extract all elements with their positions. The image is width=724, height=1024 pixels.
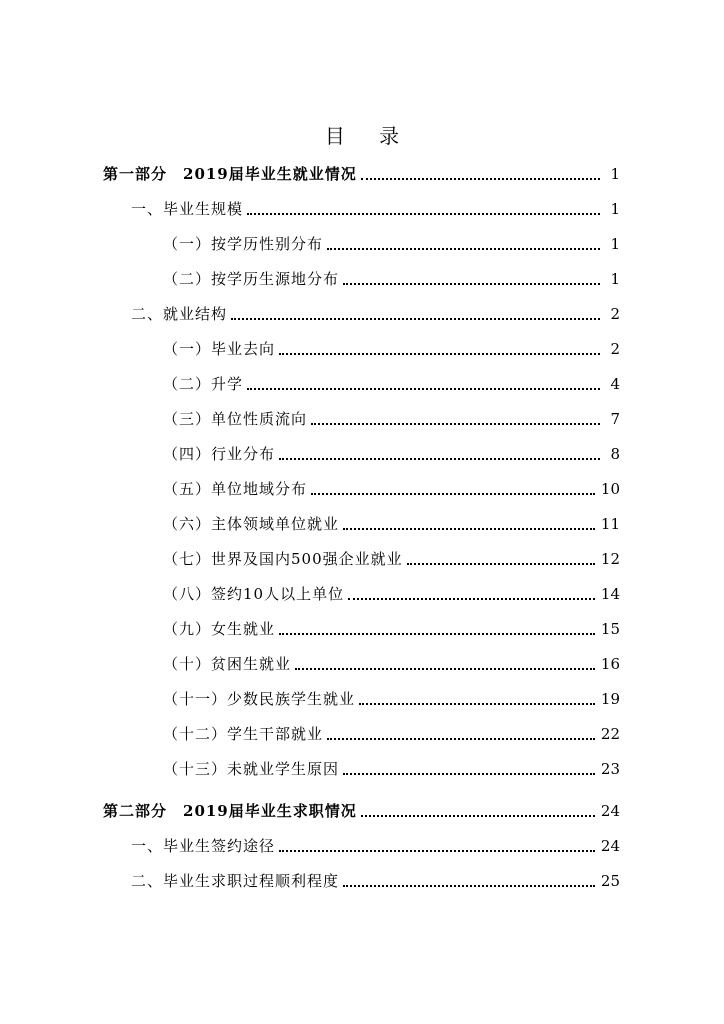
toc-dot-leader <box>343 763 595 775</box>
toc-dot-leader <box>343 875 595 887</box>
toc-entry[interactable] <box>163 758 620 780</box>
toc-entry-page-number: 7 <box>610 410 620 428</box>
toc-dot-leader <box>279 448 600 460</box>
toc-entry-label: （六）主体领域单位就业 <box>163 515 340 533</box>
toc-entry-label: 一、毕业生签约途径 <box>131 837 276 855</box>
toc-entry-page-number: 16 <box>600 655 620 673</box>
toc-entry-page-number: 2 <box>610 305 620 323</box>
toc-entry-label: （五）单位地域分布 <box>163 480 308 498</box>
toc-dot-leader <box>279 623 595 635</box>
toc-entry-page-number: 14 <box>600 585 620 603</box>
toc-dot-leader <box>279 343 600 355</box>
toc-entry[interactable] <box>131 198 620 220</box>
toc-entry[interactable] <box>163 513 620 535</box>
toc-entry-page-number: 1 <box>610 270 620 288</box>
toc-entry-label: （二）按学历生源地分布 <box>163 270 340 288</box>
toc-entry-page-number: 2 <box>610 340 620 358</box>
toc-dot-leader <box>311 413 600 425</box>
toc-entry-label: （一）毕业去向 <box>163 340 276 358</box>
toc-entry-label: （三）单位性质流向 <box>163 410 308 428</box>
toc-entry-label: （十二）学生干部就业 <box>163 725 324 743</box>
toc-entry-page-number: 24 <box>600 802 620 820</box>
toc-entry-page-number: 11 <box>600 515 620 533</box>
toc-entry[interactable] <box>163 653 620 675</box>
toc-entry-label: （一）按学历性别分布 <box>163 235 324 253</box>
toc-entry-label: 第二部分 2019届毕业生求职情况 <box>103 802 357 820</box>
toc-dot-leader <box>295 658 595 670</box>
toc-entry[interactable] <box>163 583 620 605</box>
toc-entry-page-number: 15 <box>600 620 620 638</box>
toc-entry-page-number: 10 <box>600 480 620 498</box>
toc-dot-leader <box>327 238 600 250</box>
toc-entry-page-number: 4 <box>610 375 620 393</box>
toc-dot-leader <box>247 378 600 390</box>
toc-entry[interactable] <box>131 835 620 857</box>
toc-entry-label: （十一）少数民族学生就业 <box>163 690 356 708</box>
toc-entry[interactable] <box>163 548 620 570</box>
toc-entry-label: （九）女生就业 <box>163 620 276 638</box>
toc-dot-leader <box>343 518 595 530</box>
toc-entry-label: （四）行业分布 <box>163 445 276 463</box>
toc-entry-page-number: 1 <box>610 200 620 218</box>
toc-entry[interactable] <box>103 163 620 185</box>
toc-entry-page-number: 22 <box>600 725 620 743</box>
toc-entry-label: 二、就业结构 <box>131 305 228 323</box>
toc-entry-page-number: 8 <box>610 445 620 463</box>
toc-dot-leader <box>361 168 600 180</box>
toc-entry-page-number: 12 <box>600 550 620 568</box>
toc-entry[interactable] <box>163 478 620 500</box>
toc-entry-label: 一、毕业生规模 <box>131 200 244 218</box>
toc-dot-leader <box>247 203 600 215</box>
toc-entry-page-number: 1 <box>610 165 620 183</box>
toc-entry-label: （七）世界及国内500强企业就业 <box>163 550 403 568</box>
toc-entry-page-number: 24 <box>600 837 620 855</box>
toc-entry[interactable] <box>163 373 620 395</box>
toc-title: 目 录 <box>324 124 414 148</box>
toc-dot-leader <box>327 728 595 740</box>
toc-entry[interactable] <box>163 443 620 465</box>
toc-entry[interactable] <box>163 688 620 710</box>
toc-entry-page-number: 1 <box>610 235 620 253</box>
toc-entry-label: （十三）未就业学生原因 <box>163 760 340 778</box>
toc-entry-page-number: 19 <box>600 690 620 708</box>
toc-entry-page-number: 23 <box>600 760 620 778</box>
toc-dot-leader <box>348 588 595 600</box>
toc-entry[interactable] <box>163 268 620 290</box>
toc-dot-leader <box>359 693 595 705</box>
toc-entry-label: 第一部分 2019届毕业生就业情况 <box>103 165 357 183</box>
toc-entry-label: （二）升学 <box>163 375 244 393</box>
toc-entry-label: （十）贫困生就业 <box>163 655 292 673</box>
toc-entry[interactable] <box>103 800 620 822</box>
toc-entry-page-number: 25 <box>600 872 620 890</box>
toc-dot-leader <box>343 273 600 285</box>
toc-entry[interactable] <box>163 338 620 360</box>
toc-dot-leader <box>279 840 595 852</box>
toc-dot-leader <box>231 308 600 320</box>
toc-entry[interactable] <box>163 408 620 430</box>
toc-entry[interactable] <box>163 233 620 255</box>
toc-entry-label: 二、毕业生求职过程顺利程度 <box>131 872 340 890</box>
toc-entry-label: （八）签约10人以上单位 <box>163 585 345 603</box>
toc-dot-leader <box>407 553 595 565</box>
toc-entry[interactable] <box>131 303 620 325</box>
toc-entry[interactable] <box>163 723 620 745</box>
toc-dot-leader <box>311 483 595 495</box>
toc-entry[interactable] <box>163 618 620 640</box>
toc-entry[interactable] <box>131 870 620 892</box>
toc-dot-leader <box>361 805 595 817</box>
